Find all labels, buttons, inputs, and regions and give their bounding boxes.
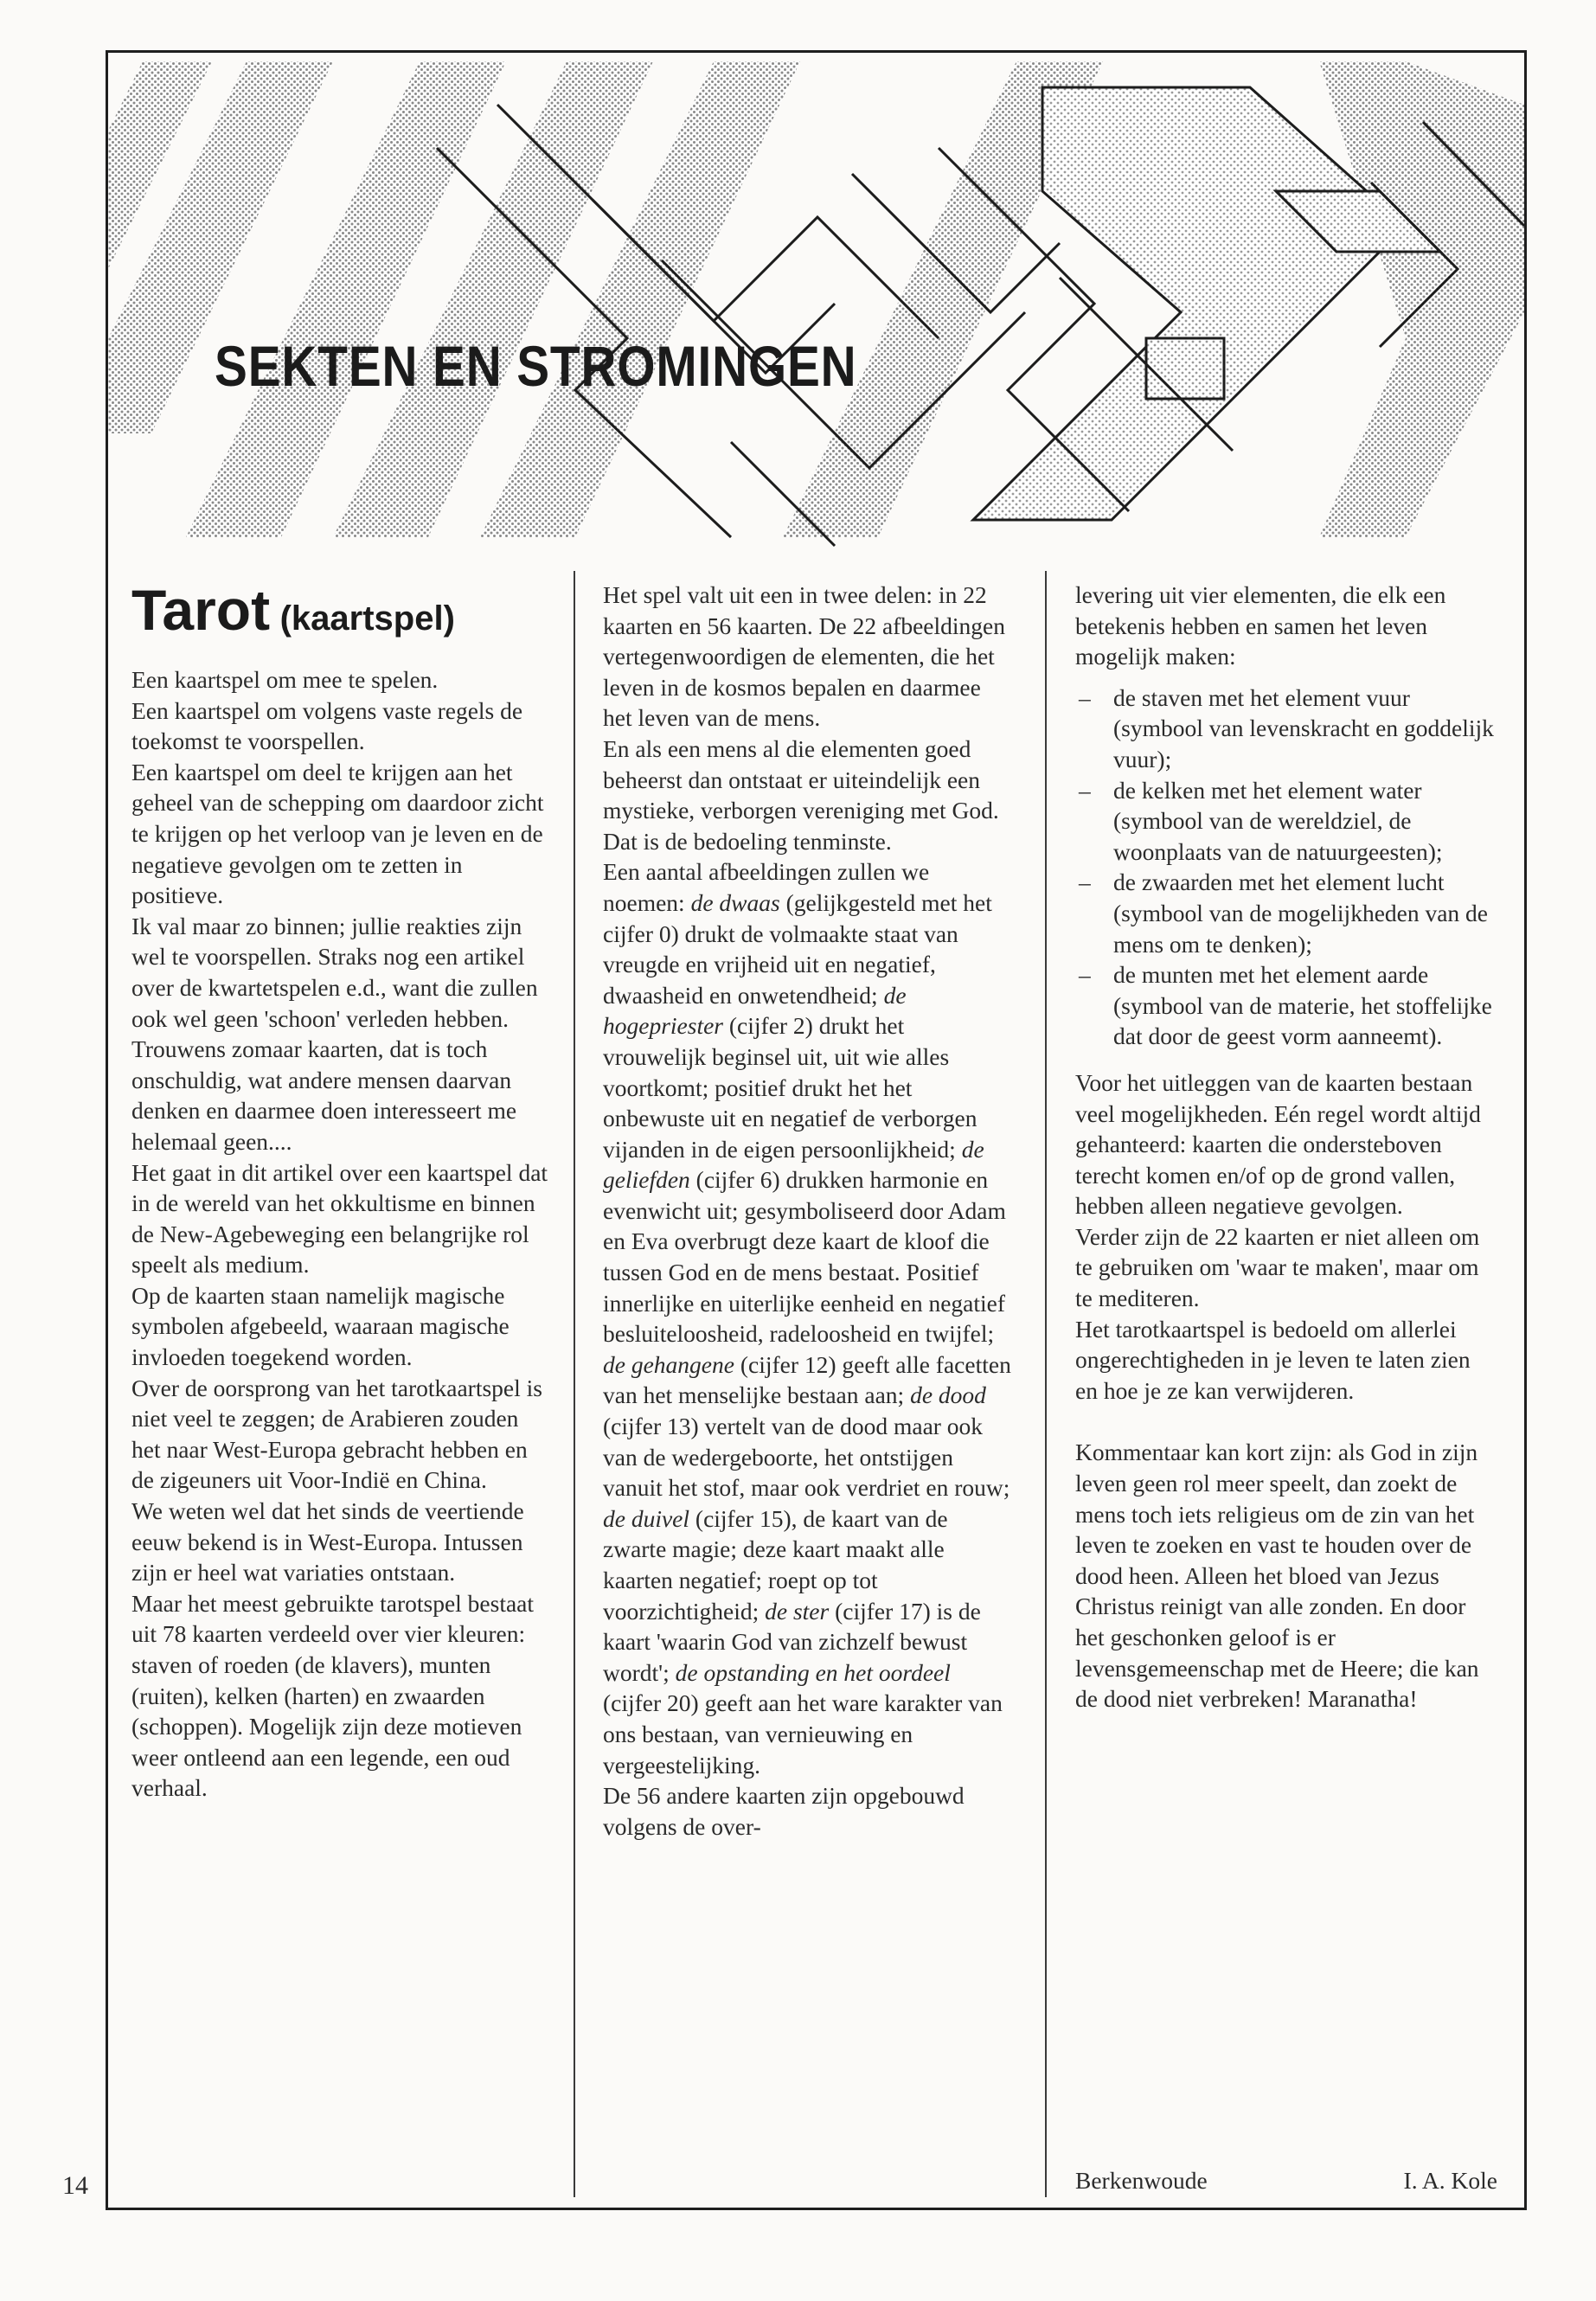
paragraph: Het tarotkaartspel is bedoeld om allerlei ongerechtigheden in je leven te laten zien en hoe je ze kan verwijderen. xyxy=(1075,1315,1471,1404)
paragraph: Een kaartspel om deel te krijgen aan het geheel van de schepping om daardoor zicht te krijgen op het verloop van je leven en de negatieve gevolgen om te zetten in positieve. xyxy=(131,758,544,909)
paragraph: Ik val maar zo binnen; jullie reakties zijn wel te voorspellen. Straks nog een artikel over de kwartetspelen e.d., want die zullen ook wel geen 'schoon' verleden hebben. Trouwens zomaar kaarten, dat is toch onschuldig, wat andere mensen daarvan denken en daarmee doen interesseert me helemaal geen.... xyxy=(131,912,538,1155)
commentary-paragraph: Kommentaar kan kort zijn: als God in zijn leven geen rol meer speelt, dan zoekt de mens toch iets religieus om de zin van het leven te zoeken en vast te houden over de dood heen. Alleen het bloed van Jezus Christus reinigt van alle zonden. En door het geschonken geloof is er levensgemeenschap met de Heere; die kan de dood niet verbreken! Maranatha! xyxy=(1075,1439,1479,1713)
paragraph: levering uit vier elementen, die elk een betekenis hebben en samen het leven mogelijk maken: xyxy=(1075,581,1446,670)
card-name: de hogepriester xyxy=(603,981,907,1040)
paragraph: Maar het meest gebruikte tarotspel bestaat uit 78 kaarten verdeeld over vier kleuren: staven of roeden (de klavers), munten (ruiten), kelken (harten) en zwaarden (schoppen). Mogelijk zijn deze motieven weer ontleend aan een legende, een oud verhaal. xyxy=(131,1589,535,1802)
elements-list xyxy=(1075,683,1497,1052)
paragraph: Voor het uitleggen van de kaarten bestaan veel mogelijkheden. Eén regel wordt altijd gehanteerd: kaarten die ondersteboven terecht komen en/of op de grond vallen, hebben alleen negatieve gevolgen. xyxy=(1075,1068,1481,1220)
signature-line xyxy=(1075,2167,1497,2195)
header-graphic xyxy=(108,53,1524,554)
article-title xyxy=(131,580,548,649)
list-item: – de zwaarden met het element lucht (symbool van de mogelijkheden van de mens om te denken); xyxy=(1075,867,1497,959)
column-divider-left xyxy=(574,571,575,2197)
paragraph: Op de kaarten staan namelijk magische symbolen afgebeeld, waaraan magische invloeden toegekend worden. xyxy=(131,1281,510,1371)
paragraph: Verder zijn de 22 kaarten er niet alleen om te gebruiken om 'waar te maken', maar om te mediteren. xyxy=(1075,1222,1480,1312)
paragraph: Een kaartspel om volgens vaste regels de toekomst te voorspellen. xyxy=(131,696,523,755)
column-divider-right xyxy=(1045,571,1047,2197)
paragraph: Een kaartspel om mee te spelen. xyxy=(131,666,439,693)
paragraph: Over de oorsprong van het tarotkaartspel is niet veel te zeggen; de Arabieren zouden het naar West-Europa gebracht hebben en de zigeuners uit Voor-Indië en China. xyxy=(131,1374,542,1494)
card-name: de duivel xyxy=(603,1504,690,1532)
paragraph: We weten wel dat het sinds de veertiende eeuw bekend is in West-Europa. Intussen zijn er heel wat variaties ontstaan. xyxy=(131,1497,524,1586)
page-number: 14 xyxy=(62,2171,88,2200)
card-name: de ster xyxy=(765,1597,830,1625)
card-descriptions-paragraph: Een aantal afbeeldingen zullen we noemen: de dwaas (gelijkgesteld met het cijfer 0) drukt de volmaakte staat van vreugde en vrijheid uit en negatief, dwaasheid en onwetendheid; de hogepriester (cijfer 2) drukt het vrouwelijk beginsel uit, uit wie alles voortkomt; positief drukt het het onbewuste uit en negatief de verborgen vijanden in de eigen persoonlijkheid; de geliefden (cijfer 6) drukken harmonie en evenwicht uit; gesymboliseerd door Adam en Eva overbrugt deze kaart de kloof die tussen God en de mens bestaat. Positief innerlijke en uiterlijke eenheid en negatief besluiteloosheid, radeloosheid en twijfel; de gehangene (cijfer 12) geeft alle facetten van het menselijke bestaan aan; de dood (cijfer 13) vertelt van de dood maar ook van de wedergeboorte, het ontstijgen vanuit het stof, maar ook verdriet en rouw; de duivel (cijfer 15), de kaart van de zwarte magie; deze kaart maakt alle kaarten negatief; roept op tot voorzichtigheid; de ster (cijfer 17) is de kaart 'waarin God van zichzelf bewust wordt'; de opstanding en het oordeel (cijfer 20) geeft aan het ware karakter van ons bestaan, van vernieuwing en vergeestelijking. xyxy=(603,858,1011,1779)
article-title-main: Tarot xyxy=(131,578,271,642)
section-heading: SEKTEN EN STROMINGEN xyxy=(215,334,857,398)
paragraph: En als een mens al die elementen goed beheerst dan ontstaat er uiteindelijk een mystieke, verborgen vereniging met God. Dat is de bedoeling tenminste. xyxy=(603,734,999,855)
article-column-1 xyxy=(131,580,548,1804)
article-column-3 xyxy=(1075,580,1497,1715)
article-column-2 xyxy=(603,580,1011,1842)
card-name: de geliefden xyxy=(603,1135,984,1194)
list-item: – de staven met het element vuur (symbool van levenskracht en goddelijk vuur); xyxy=(1075,683,1497,775)
paragraph: Het gaat in dit artikel over een kaartspel dat in de wereld van het okkultisme en binnen de New-Agebeweging een belangrijke rol speelt als medium. xyxy=(131,1158,548,1279)
author-place: Berkenwoude xyxy=(1075,2167,1208,2194)
card-name: de dwaas xyxy=(690,888,780,916)
card-name: de gehangene xyxy=(603,1350,734,1378)
article-title-sub: (kaartspel) xyxy=(279,599,455,638)
card-name: de dood xyxy=(910,1381,986,1409)
paragraph: De 56 andere kaarten zijn opgebouwd volgens de over- xyxy=(603,1782,965,1840)
card-name: de opstanding en het oordeel xyxy=(675,1658,951,1686)
paragraph: Het spel valt uit een in twee delen: in 22 kaarten en 56 kaarten. De 22 afbeeldingen vertegenwoordigen de elementen, die het leven in de kosmos bepalen en daarmee het leven van de mens. xyxy=(603,581,1005,732)
author-name: I. A. Kole xyxy=(1403,2167,1497,2194)
list-item: – de kelken met het element water (symbool van de wereldziel, de woonplaats van de natuurgeesten); xyxy=(1075,775,1497,868)
list-item: – de munten met het element aarde (symbool van de materie, het stoffelijke dat door de geest vorm aanneemt). xyxy=(1075,959,1497,1052)
